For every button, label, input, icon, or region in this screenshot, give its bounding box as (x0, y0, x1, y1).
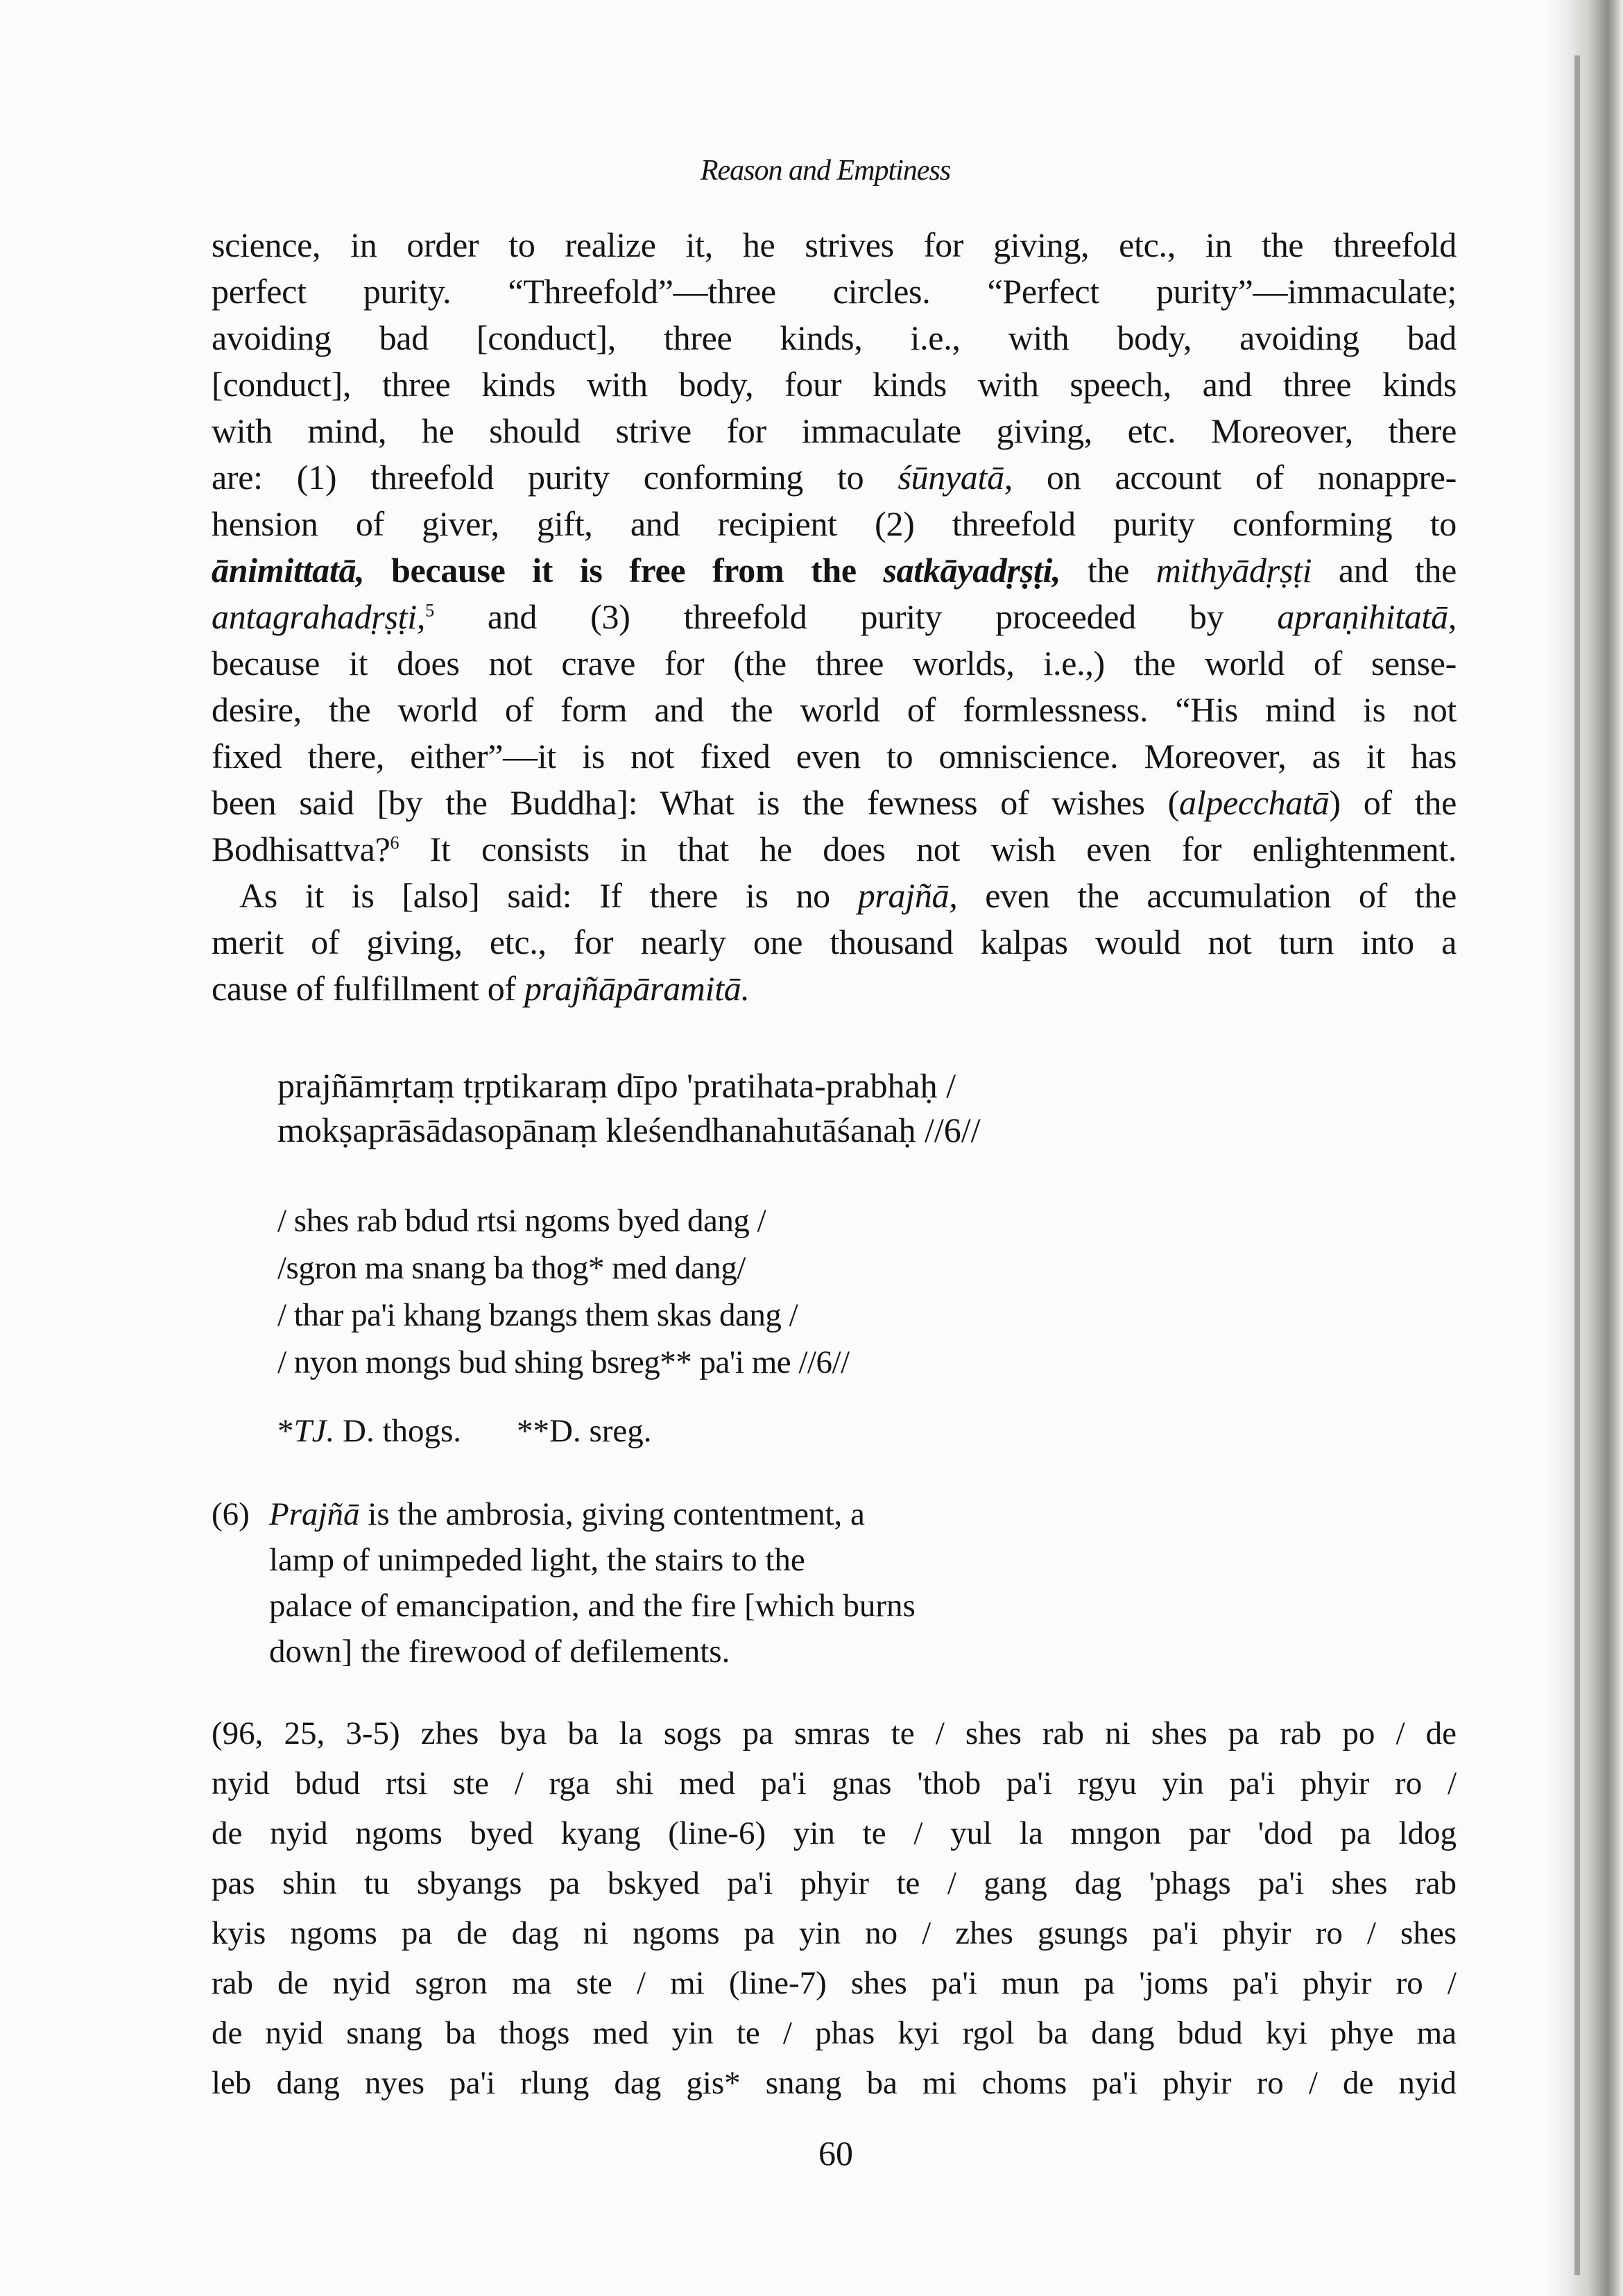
text-segment: are: (1) threefold purity conforming to (212, 458, 898, 497)
text-segment: lamp of unimpeded light, the stairs to the (269, 1542, 805, 1578)
text-segment: and (3) threefold purity proceeded by (433, 597, 1278, 636)
commentary-line: de nyid snang ba thogs med yin te / phas kyi rgol ba dang bdud kyi phye ma (212, 2015, 1457, 2051)
text-segment: mithyādṛṣṭi (1156, 551, 1312, 590)
text-segment: Bodhisattva? (212, 830, 390, 868)
scan-binding-line (1574, 55, 1580, 2275)
text-segment: As it is [also] said: If there is no (239, 876, 858, 915)
footnote-variant: **D. sreg. (517, 1413, 652, 1449)
verse-line: mokṣaprāsādasopānaṃ kleśendhanahutāśanaḥ //6// (277, 1111, 981, 1149)
text-segment: prajñā, (857, 876, 958, 915)
text-line (212, 826, 1457, 873)
text-segment: cause of fulfillment of (212, 969, 524, 1008)
text-segment: ) of the (1329, 783, 1457, 822)
text-segment: śūnyatā, (898, 458, 1013, 497)
commentary-line: (96, 25, 3-5) zhes bya ba la sogs pa smras te / shes rab ni shes pa rab po / de (212, 1715, 1457, 1751)
text-line (212, 268, 1457, 315)
commentary-line: pas shin tu sbyangs pa bskyed pa'i phyir te / gang dag 'phags pa'i shes rab (212, 1865, 1457, 1901)
text-segment: ānimittatā, (212, 551, 365, 590)
text-segment: and the (1312, 551, 1457, 590)
verse-number: (6) (212, 1496, 250, 1532)
text-line (212, 733, 1457, 780)
running-header: Reason and Emptiness (700, 155, 951, 187)
text-line (212, 315, 1457, 361)
text-segment: hension of giver, gift, and recipient (2) threefold purity conforming to (212, 504, 1457, 543)
text-segment: on account of nonappre- (1013, 458, 1457, 497)
commentary-line: kyis ngoms pa de dag ni ngoms pa yin no / zhes gsungs pa'i phyir ro / shes (212, 1915, 1457, 1951)
text-segment: because it does not crave for (the three worlds, i.e.,) the world of sense- (212, 644, 1457, 683)
text-segment: fixed there, either”—it is not fixed even to omniscience. Moreover, as it has (212, 737, 1457, 776)
text-line (212, 501, 1457, 547)
scan-edge-shadow (1547, 0, 1623, 2296)
text-segment: down] the firewood of defilements. (269, 1634, 730, 1670)
text-segment: avoiding bad [conduct], three kinds, i.e., with body, avoiding bad (212, 318, 1457, 357)
text-line (212, 687, 1457, 733)
page-number: 60 (818, 2134, 853, 2173)
text-line (269, 1583, 1113, 1629)
tibetan-line: / nyon mongs bud shing bsreg** pa'i me //6// (277, 1344, 850, 1380)
text-line (212, 873, 1457, 919)
text-segment: Prajñā (269, 1496, 360, 1532)
text-line (212, 594, 1457, 640)
text-segment: desire, the world of form and the world of formlessness. “His mind is not (212, 690, 1457, 729)
footnote-ref: 5 (425, 600, 434, 621)
tibetan-verse (277, 1197, 850, 1386)
text-segment: is the ambrosia, giving contentment, a (359, 1496, 865, 1532)
tibetan-line: / shes rab bdud rtsi ngoms byed dang / (277, 1203, 766, 1239)
text-line (212, 780, 1457, 826)
footnote-variant: D. thogs. (334, 1413, 462, 1449)
text-line (212, 547, 1457, 594)
tibetan-commentary-paragraph (212, 1708, 1457, 2108)
text-segment: the (1060, 551, 1156, 590)
text-line (212, 222, 1457, 268)
text-segment: been said [by the Buddha]: What is the fewness of wishes ( (212, 783, 1180, 822)
text-segment: because it is free from the (364, 551, 884, 590)
text-segment: even the accumulation of the (957, 876, 1457, 915)
text-segment: science, in order to realize it, he strives for giving, etc., in the threefold (212, 225, 1457, 264)
footnote-source: TJ. (293, 1413, 335, 1449)
text-line (212, 361, 1457, 408)
text-segment: antagrahadṛṣṭi, (212, 597, 426, 636)
text-line (212, 966, 1457, 1012)
sanskrit-verse (277, 1063, 981, 1152)
footnote-ref: 6 (390, 832, 400, 853)
text-segment: perfect purity. “Threefold”—three circles. “Perfect purity”—immaculate; (212, 272, 1457, 311)
text-segment: [conduct], three kinds with body, four kinds with speech, and three kinds (212, 365, 1457, 404)
commentary-line: leb dang nyes pa'i rlung dag gis* snang ba mi choms pa'i phyir ro / de nyid (212, 2065, 1457, 2101)
text-segment: apraṇihitatā, (1277, 597, 1457, 636)
body-paragraph-1 (212, 222, 1457, 1012)
tibetan-line: /sgron ma snang ba thog* med dang/ (277, 1250, 746, 1286)
text-line (269, 1629, 1113, 1674)
text-line (212, 408, 1457, 454)
text-segment: prajñāpāramitā. (524, 969, 750, 1008)
translation-body (269, 1491, 1113, 1674)
commentary-line: nyid bdud rtsi ste / rga shi med pa'i gnas 'thob pa'i rgyu yin pa'i phyir ro / (212, 1765, 1457, 1801)
text-segment: satkāyadṛṣṭi, (883, 551, 1061, 590)
footnote-marker: * (277, 1413, 294, 1449)
text-segment: palace of emancipation, and the fire [which burns (269, 1588, 916, 1624)
text-line (212, 454, 1457, 501)
text-segment: It consists in that he does not wish even for enlightenment. (399, 830, 1457, 868)
text-line (212, 919, 1457, 966)
verse-translation (212, 1491, 1113, 1674)
text-segment: merit of giving, etc., for nearly one thousand kalpas would not turn into a (212, 923, 1457, 961)
text-line (269, 1537, 1113, 1583)
commentary-line: de nyid ngoms byed kyang (line-6) yin te / yul la mngon par 'dod pa ldog (212, 1815, 1457, 1851)
text-segment: alpecchatā (1179, 783, 1330, 822)
variant-footnotes (277, 1412, 652, 1450)
text-line (269, 1491, 1113, 1537)
verse-line: prajñāmṛtaṃ tṛptikaraṃ dīpo 'pratihata-prabhaḥ / (277, 1066, 956, 1105)
tibetan-line: / thar pa'i khang bzangs them skas dang / (277, 1297, 798, 1333)
commentary-line: rab de nyid sgron ma ste / mi (line-7) shes pa'i mun pa 'joms pa'i phyir ro / (212, 1965, 1457, 2001)
text-line (212, 640, 1457, 687)
text-segment: with mind, he should strive for immaculate giving, etc. Moreover, there (212, 411, 1457, 450)
